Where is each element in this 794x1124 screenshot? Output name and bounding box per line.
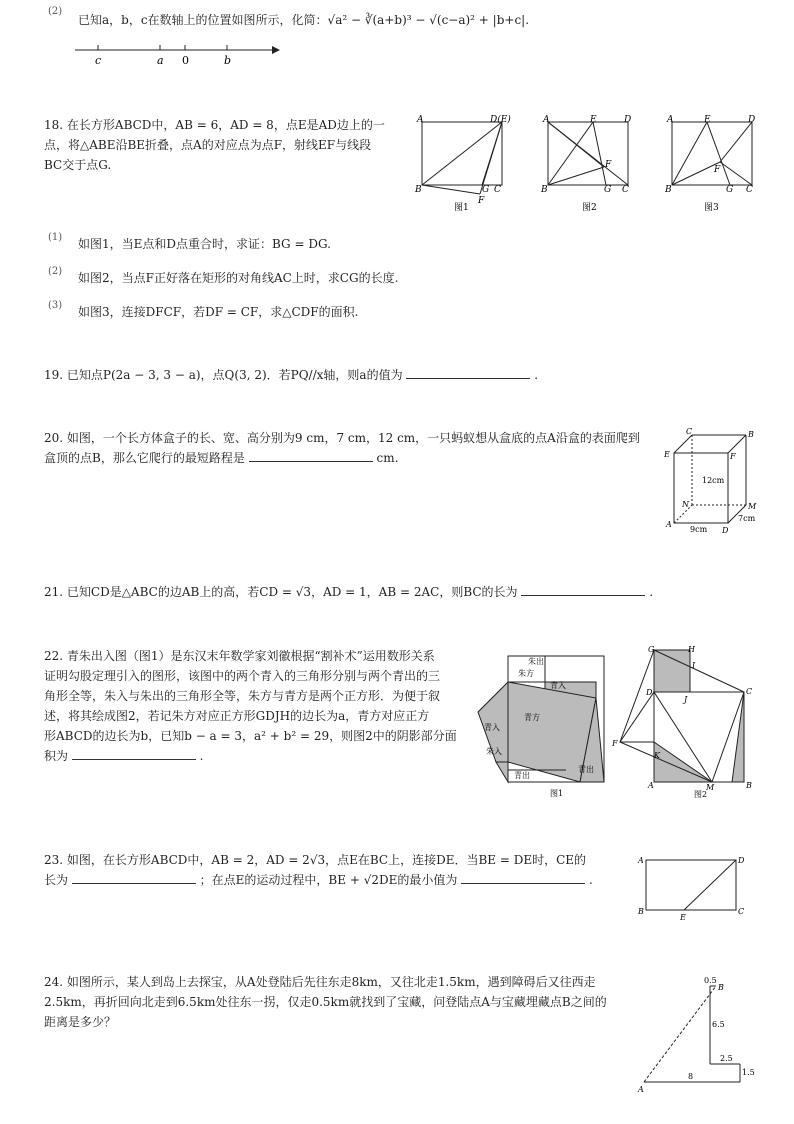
q24-line3: 距离是多少？ [44,1015,117,1029]
svg-text:N: N [682,500,689,509]
q18-sub2-number: (2) [48,266,63,277]
q20-line1: 20. 如图，一个长方体盒子的长、宽、高分别为9 cm，7 cm，12 cm，一只蚂蚁想从盒底的点A沿盒的表面爬到 [44,431,640,445]
svg-text:朱入: 朱入 [486,747,502,756]
q24-line1: 24. 如图所示，某人到岛上去探宝，从A处登陆后先往东走8km，又往北走1.5km，遇到障碍后又往西走 [44,975,596,989]
svg-text:A: A [417,115,424,125]
svg-text:A: A [638,856,644,865]
q18-line2: 点，将△ABE沿BE折叠，点A的对应点为点F，射线EF与线段 [44,138,372,152]
svg-text:B: B [718,983,724,992]
q18-sub3-number: (3) [48,300,63,311]
svg-text:C: C [738,907,745,916]
q18-figure-2 [538,112,638,212]
q21-text: 21. 已知CD是△ABC的边AB上的高，若CD = √3，AD = 1，AB = 2AC，则BC的长为 . [44,585,654,599]
svg-text:D(E): D(E) [490,115,511,125]
svg-text:E: E [704,115,711,125]
svg-text:J: J [684,695,688,704]
q17-sub2-number: (2) [48,6,63,17]
svg-text:M: M [706,783,715,792]
svg-text:I: I [692,661,696,670]
svg-text:M: M [748,502,757,511]
svg-text:C: C [746,687,753,696]
q22-answer-blank[interactable] [72,747,196,760]
q22-figure-2 [612,642,762,800]
q23-rectangle-figure [636,852,760,922]
svg-text:C: C [622,185,629,195]
q17-sub2-text: 已知a，b，c在数轴上的位置如图所示，化简：√a² − ∛(a+b)³ − √(c−a)² + |b+c|. [78,13,530,27]
q18-line3: BC交于点G. [44,158,112,172]
axis-label-c: c [95,54,102,67]
svg-text:青出: 青出 [514,771,530,780]
q22-figure-1 [470,650,610,800]
svg-text:D: D [748,115,756,125]
svg-text:A: A [667,115,674,125]
svg-text:C: C [746,185,753,195]
svg-text:B: B [746,781,752,790]
q22-line1: 22. 青朱出入图（图1）是东汉末年数学家刘徽根据“割补术”运用数形关系 [44,649,435,663]
fig2-caption: 图2 [582,203,597,212]
svg-text:A: A [666,520,672,529]
q22-line6: 积为 . [44,749,204,763]
q21-answer-blank[interactable] [521,583,645,596]
fig1-caption: 图1 [454,203,469,212]
svg-text:青方: 青方 [524,713,540,722]
svg-text:E: E [590,115,597,125]
svg-text:E: E [680,913,686,922]
svg-text:G: G [482,185,490,195]
svg-text:F: F [730,452,736,461]
q19-answer-blank[interactable] [406,366,530,379]
svg-text:F: F [612,739,618,748]
svg-text:9cm: 9cm [690,525,708,534]
svg-text:8: 8 [688,1072,694,1081]
q23-answer-blank-1[interactable] [72,871,196,884]
svg-text:C: C [686,427,693,436]
svg-text:D: D [722,526,729,535]
svg-text:A: A [543,115,550,125]
number-line-figure [70,38,290,68]
q18-figure-3 [662,112,762,212]
q18-sub2-text: 如图2，当点F正好落在矩形的对角线AC上时，求CG的长度. [78,271,399,285]
svg-text:A: A [648,781,654,790]
svg-text:D: D [624,115,632,125]
q18-line1: 18. 在长方形ABCD中，AB = 6，AD = 8，点E是AD边上的一 [44,118,385,132]
svg-text:D: D [646,688,653,697]
svg-text:B: B [665,185,672,195]
q23-answer-blank-2[interactable] [461,871,585,884]
svg-text:6.5: 6.5 [712,1020,725,1029]
svg-text:2.5: 2.5 [720,1054,733,1063]
q20-line2: 盒顶的点B，那么它爬行的最短路程是 cm. [44,451,399,465]
svg-text:B: B [541,185,548,195]
q18-sub1-number: (1) [48,232,63,243]
q18-sub3-text: 如图3，连接DFCF，若DF = CF，求△CDF的面积. [78,305,359,319]
svg-text:G: G [726,185,734,195]
q18-sub1-text: 如图1，当E点和D点重合时，求证：BG = DG. [78,237,331,251]
q22-line4: 述，将其绘成图2，若记朱方对应正方形GDJH的边长为a，青方对应正方 [44,709,430,723]
q23-line1: 23. 如图，在长方形ABCD中，AB = 2，AD = 2√3，点E在BC上，连接DE．当BE = DE时，CE的 [44,853,587,867]
q22-line5: 形ABCD的边长为b，已知b − a = 3，a² + b² = 29，则图2中的阴影部分面 [44,729,457,743]
q22-line2: 证明勾股定理引入的图形，该图中的两个青入的三角形分别与两个青出的三 [44,669,441,683]
svg-text:青入: 青入 [550,681,566,690]
svg-text:0.5: 0.5 [704,976,717,985]
svg-text:图1: 图1 [550,789,564,798]
axis-label-a: a [157,54,164,67]
svg-text:朱出: 朱出 [528,657,544,666]
svg-text:7cm: 7cm [738,514,756,523]
svg-text:C: C [494,185,501,195]
svg-text:H: H [688,645,695,654]
svg-text:B: B [415,185,422,195]
svg-text:B: B [748,430,754,439]
q18-figure-1 [412,112,512,212]
q23-line2: 长为 ；在点E的运动过程中，BE + √2DE的最小值为 . [44,873,593,887]
svg-text:A: A [638,1085,644,1094]
svg-text:G: G [648,645,655,654]
svg-text:B: B [638,907,644,916]
svg-text:G: G [604,185,612,195]
svg-text:图2: 图2 [694,790,708,799]
q20-answer-blank[interactable] [249,449,373,462]
q22-line3: 角形全等，朱入与朱出的三角形全等，朱方与青方是两个正方形．为便于叙 [44,689,441,703]
axis-label-b: b [224,54,232,67]
svg-text:青出: 青出 [578,765,594,774]
svg-text:F: F [478,196,485,206]
svg-text:K: K [654,751,660,760]
axis-label-0: 0 [182,54,189,67]
svg-text:D: D [738,856,745,865]
svg-text:E: E [664,450,670,459]
svg-text:F: F [605,160,612,170]
svg-text:朱方: 朱方 [518,669,534,678]
q19-text: 19. 已知点P(2a − 3, 3 − a)，点Q(3, 2)．若PQ//x轴，则a的值为 . [44,368,539,382]
svg-text:青入: 青入 [484,723,500,732]
svg-text:1.5: 1.5 [742,1068,755,1077]
svg-text:12cm: 12cm [702,476,725,485]
q24-line2: 2.5km，再折回向北走到6.5km处往东一拐，仅走0.5km就找到了宝藏，问登陆点A与宝藏埋藏点B之间的 [44,995,607,1009]
q24-path-figure [630,972,760,1096]
fig3-caption: 图3 [704,203,719,212]
svg-text:F: F [714,165,721,175]
q20-box-figure [660,425,770,535]
